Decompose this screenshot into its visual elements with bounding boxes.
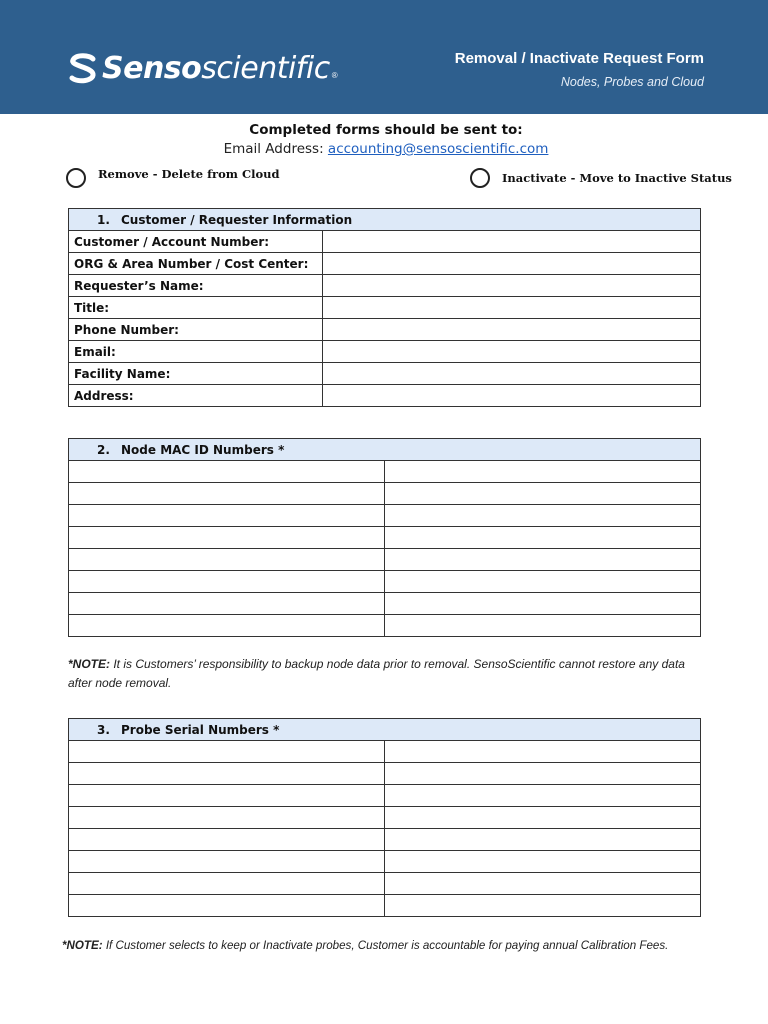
table-row bbox=[69, 741, 701, 763]
field-value[interactable] bbox=[323, 231, 701, 253]
field-label: ORG & Area Number / Cost Center: bbox=[69, 253, 323, 275]
table-row bbox=[69, 873, 701, 895]
serial-cell[interactable] bbox=[69, 895, 385, 917]
note-prefix: *NOTE: bbox=[62, 939, 103, 952]
logo-text-strong: Senso bbox=[102, 50, 202, 86]
inactivate-option-label: Inactivate - Move to Inactive Status bbox=[502, 171, 732, 185]
section-title: Node MAC ID Numbers * bbox=[121, 442, 285, 457]
serial-cell[interactable] bbox=[69, 785, 385, 807]
table-row bbox=[69, 505, 701, 527]
note-prefix: *NOTE: bbox=[68, 657, 110, 671]
table-row bbox=[69, 785, 701, 807]
mac-id-cell[interactable] bbox=[385, 571, 701, 593]
inactivate-option[interactable] bbox=[470, 168, 732, 188]
section-header bbox=[69, 209, 701, 231]
serial-cell[interactable] bbox=[385, 851, 701, 873]
section-number: 1. bbox=[97, 212, 110, 227]
field-value[interactable] bbox=[323, 385, 701, 407]
field-value[interactable] bbox=[323, 297, 701, 319]
header-banner bbox=[0, 0, 768, 114]
table-row bbox=[69, 319, 701, 341]
field-label: Phone Number: bbox=[69, 319, 323, 341]
table-row bbox=[69, 571, 701, 593]
serial-cell[interactable] bbox=[69, 763, 385, 785]
table-row bbox=[69, 593, 701, 615]
serial-cell[interactable] bbox=[69, 807, 385, 829]
note-text: It is Customers’ responsibility to backup node data prior to removal. SensoScientific cannot restore any data after node removal. bbox=[68, 657, 685, 690]
send-to-heading: Completed forms should be sent to: bbox=[249, 122, 523, 138]
logo-s-icon bbox=[66, 51, 100, 85]
form-title: Removal / Inactivate Request Form bbox=[454, 50, 704, 67]
form-subtitle: Nodes, Probes and Cloud bbox=[560, 75, 704, 89]
mac-id-cell[interactable] bbox=[69, 549, 385, 571]
serial-cell[interactable] bbox=[69, 873, 385, 895]
remove-option-label: Remove - Delete from Cloud bbox=[98, 167, 280, 181]
probe-serial-table bbox=[68, 718, 701, 917]
section-title-cell bbox=[69, 209, 701, 231]
section-title: Customer / Requester Information bbox=[121, 212, 353, 227]
table-row bbox=[69, 527, 701, 549]
calibration-fee-note bbox=[62, 936, 762, 955]
serial-cell[interactable] bbox=[69, 741, 385, 763]
field-label: Address: bbox=[69, 385, 323, 407]
serial-cell[interactable] bbox=[385, 785, 701, 807]
remove-radio[interactable] bbox=[66, 168, 86, 188]
mac-id-cell[interactable] bbox=[385, 593, 701, 615]
mac-id-cell[interactable] bbox=[385, 483, 701, 505]
mac-id-cell[interactable] bbox=[385, 615, 701, 637]
remove-option[interactable] bbox=[66, 168, 280, 188]
field-value[interactable] bbox=[323, 363, 701, 385]
inactivate-radio[interactable] bbox=[470, 168, 490, 188]
table-row bbox=[69, 461, 701, 483]
mac-id-cell[interactable] bbox=[69, 615, 385, 637]
field-value[interactable] bbox=[323, 319, 701, 341]
note-text: If Customer selects to keep or Inactivate probes, Customer is accountable for paying annual Calibration Fees. bbox=[105, 939, 669, 952]
node-mac-table bbox=[68, 438, 701, 637]
table-row bbox=[69, 615, 701, 637]
node-removal-note bbox=[68, 655, 708, 693]
field-label: Facility Name: bbox=[69, 363, 323, 385]
serial-cell[interactable] bbox=[385, 741, 701, 763]
company-logo bbox=[66, 46, 338, 90]
section-title: Probe Serial Numbers * bbox=[121, 722, 280, 737]
field-label: Customer / Account Number: bbox=[69, 231, 323, 253]
table-row bbox=[69, 895, 701, 917]
mac-id-cell[interactable] bbox=[385, 527, 701, 549]
table-row bbox=[69, 297, 701, 319]
mac-id-cell[interactable] bbox=[69, 593, 385, 615]
table-row bbox=[69, 275, 701, 297]
section-header bbox=[69, 719, 701, 741]
table-row bbox=[69, 807, 701, 829]
field-value[interactable] bbox=[323, 275, 701, 297]
table-row bbox=[69, 549, 701, 571]
table-row bbox=[69, 483, 701, 505]
mac-id-cell[interactable] bbox=[69, 527, 385, 549]
mac-id-cell[interactable] bbox=[69, 505, 385, 527]
section-header bbox=[69, 439, 701, 461]
table-row bbox=[69, 341, 701, 363]
table-row bbox=[69, 385, 701, 407]
mac-id-cell[interactable] bbox=[385, 549, 701, 571]
registered-mark: ® bbox=[331, 71, 338, 80]
field-label: Title: bbox=[69, 297, 323, 319]
section-number: 2. bbox=[97, 442, 110, 457]
serial-cell[interactable] bbox=[385, 873, 701, 895]
serial-cell[interactable] bbox=[385, 829, 701, 851]
email-line bbox=[0, 139, 768, 159]
serial-cell[interactable] bbox=[385, 763, 701, 785]
mac-id-cell[interactable] bbox=[385, 505, 701, 527]
serial-cell[interactable] bbox=[385, 807, 701, 829]
field-value[interactable] bbox=[323, 341, 701, 363]
logo-text-light: scientific bbox=[201, 50, 330, 86]
serial-cell[interactable] bbox=[69, 829, 385, 851]
table-row bbox=[69, 231, 701, 253]
mac-id-cell[interactable] bbox=[69, 461, 385, 483]
field-value[interactable] bbox=[323, 253, 701, 275]
section-number: 3. bbox=[97, 722, 110, 737]
field-label: Requester’s Name: bbox=[69, 275, 323, 297]
mac-id-cell[interactable] bbox=[69, 483, 385, 505]
serial-cell[interactable] bbox=[69, 851, 385, 873]
field-label: Email: bbox=[69, 341, 323, 363]
send-to-block bbox=[0, 121, 768, 159]
section-title-cell bbox=[69, 439, 701, 461]
email-label: Email Address: bbox=[223, 141, 324, 157]
serial-cell[interactable] bbox=[385, 895, 701, 917]
table-row bbox=[69, 763, 701, 785]
customer-info-table bbox=[68, 208, 701, 407]
mac-id-cell[interactable] bbox=[69, 571, 385, 593]
table-row bbox=[69, 829, 701, 851]
mac-id-cell[interactable] bbox=[385, 461, 701, 483]
email-link[interactable]: accounting@sensoscientific.com bbox=[327, 141, 549, 157]
table-row bbox=[69, 851, 701, 873]
section-title-cell bbox=[69, 719, 701, 741]
table-row bbox=[69, 253, 701, 275]
table-row bbox=[69, 363, 701, 385]
